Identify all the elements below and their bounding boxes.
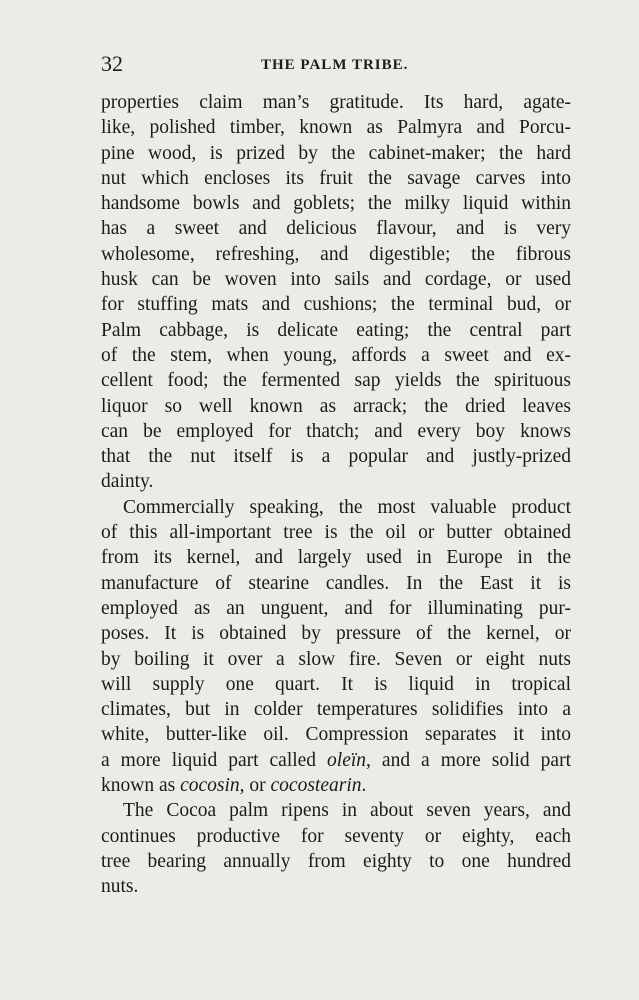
text-line: wholesome, refreshing, and digestible; the fibrous xyxy=(101,243,571,265)
text-line: white, butter-like oil. Compression separates it into xyxy=(101,724,571,746)
text-line: tree bearing annually from eighty to one hundred xyxy=(101,850,571,872)
text-line: liquor so well known as arrack; the dried leaves xyxy=(101,395,571,417)
text-segment: a more liquid part called xyxy=(101,749,328,771)
text-line: Palm cabbage, is delicate eating; the central part xyxy=(101,319,571,341)
text-line: by boiling it over a slow fire. Seven or eight nuts xyxy=(101,648,571,670)
text-line: has a sweet and delicious flavour, and is very xyxy=(101,218,571,240)
text-line: can be employed for thatch; and every boy knows xyxy=(101,420,571,442)
text-line: nut which encloses its fruit the savage carves into xyxy=(101,167,571,189)
text-line: continues productive for seventy or eighty, each xyxy=(101,825,571,847)
text-line: that the nut itself is a popular and justly-prized xyxy=(101,446,571,468)
paragraph-3 xyxy=(101,798,571,899)
text-line: manufacture of stearine candles. In the East it is xyxy=(101,572,571,594)
text-line: handsome bowls and goblets; the milky liquid within xyxy=(101,193,571,215)
text-segment: known as xyxy=(101,775,181,797)
text-line xyxy=(101,773,571,798)
text-line: husk can be woven into sails and cordage, or used xyxy=(101,269,571,291)
text-line: pine wood, is prized by the cabinet-maker; the hard xyxy=(101,142,571,164)
paragraph-2 xyxy=(101,495,571,799)
text-line: The Cocoa palm ripens in about seven years, and xyxy=(123,800,571,822)
text-line: cellent food; the fermented sap yields the spirituous xyxy=(101,370,571,392)
text-line xyxy=(101,748,571,773)
italic-term: cocosin xyxy=(180,775,240,797)
text-line: climates, but in colder temperatures solidifies into a xyxy=(101,699,571,721)
running-title: THE PALM TRIBE. xyxy=(261,57,409,73)
text-segment: , or xyxy=(239,775,271,797)
text-line: dainty. xyxy=(101,471,154,493)
text-segment: , and a more solid part xyxy=(366,749,571,771)
text-line: will supply one quart. It is liquid in tropical xyxy=(101,673,571,695)
paragraph-1 xyxy=(101,90,571,495)
text-line: of this all-important tree is the oil or butter obtained xyxy=(101,522,571,544)
text-segment: . xyxy=(361,775,367,797)
page-header xyxy=(101,50,571,78)
italic-term: oleïn xyxy=(327,749,367,771)
text-line: poses. It is obtained by pressure of the kernel, or xyxy=(101,623,571,645)
text-line: nuts. xyxy=(101,876,139,898)
text-line: for stuffing mats and cushions; the terminal bud, or xyxy=(101,294,571,316)
page-number: 32 xyxy=(101,51,123,76)
italic-term: cocostearin xyxy=(270,775,362,797)
text-line: Commercially speaking, the most valuable product xyxy=(123,496,571,518)
text-line: employed as an unguent, and for illuminating pur- xyxy=(101,597,571,619)
text-line: of the stem, when young, affords a sweet and ex- xyxy=(101,344,571,366)
text-line: like, polished timber, known as Palmyra and Porcu- xyxy=(101,117,571,139)
text-line: properties claim man’s gratitude. Its hard, agate- xyxy=(101,92,571,113)
text-line: from its kernel, and largely used in Europe in the xyxy=(101,547,571,569)
body-text xyxy=(101,90,571,900)
